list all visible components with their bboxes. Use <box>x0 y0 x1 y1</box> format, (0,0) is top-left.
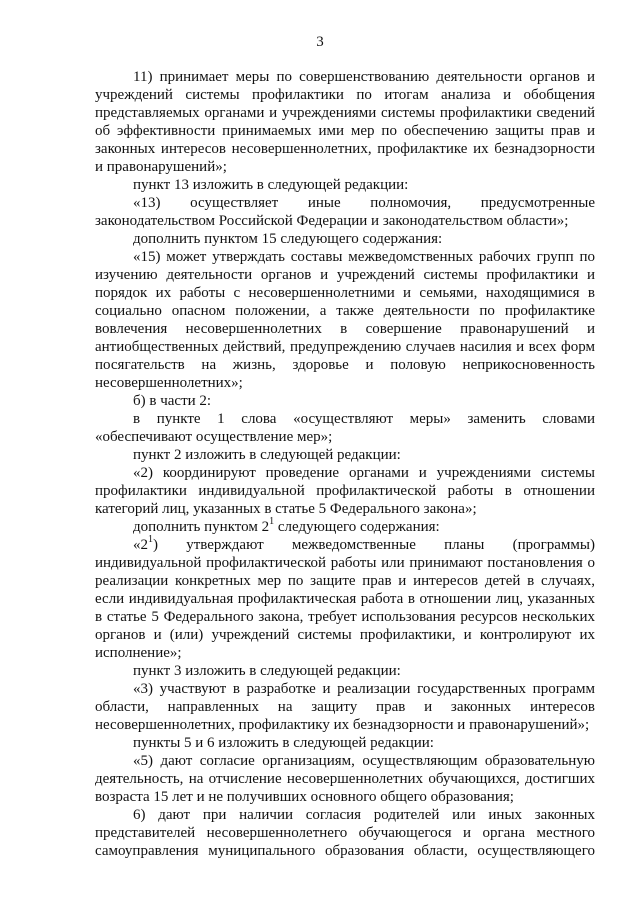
paragraph-item-11: 11) принимает меры по совершенствованию деятельности органов и учреждений системы профилактики по итогам анализа и обобщения представляемых органами и учреждениями системы профилактики сведений об эффективности принимаемых ими мер по обеспечению защиты прав и законных интересов несовершеннолетних, профилактике их безнадзорности и правонарушений»; <box>95 69 595 175</box>
paragraph-amend-item-2: пункт 2 изложить в следующей редакции: <box>133 447 401 463</box>
item-2-1-open: «2 <box>133 537 148 553</box>
paragraph-item-5: «5) дают согласие организациям, осуществляющим образовательную деятельность, на отчисление несовершеннолетних обучающихся, достигших возраста 15 лет и не получивших основного общего образования; <box>95 753 595 805</box>
superscript: 1 <box>148 534 153 545</box>
paragraph-item-3: «3) участвуют в разработке и реализации государственных программ области, направленных на защиту прав и законных интересов несовершеннолетних, профилактику их безнадзорности и правонарушений»; <box>95 681 595 733</box>
superscript: 1 <box>269 516 275 527</box>
paragraph-item-13: «13) осуществляет иные полномочия, предусмотренные законодательством Российской Федерации и законодательством области»; <box>95 195 595 229</box>
paragraph-add-item-2-1 <box>95 518 595 536</box>
paragraph-amend-item-13: пункт 13 изложить в следующей редакции: <box>133 177 409 193</box>
add-item-2-1-text: дополнить пунктом 2 <box>133 519 270 535</box>
paragraph-item-1-replace: в пункте 1 слова «осуществляют меры» заменить словами «обеспечивают осуществление мер»; <box>95 411 595 445</box>
page-number: 3 <box>316 34 324 50</box>
add-item-2-1-tail: следующего содержания: <box>274 519 440 535</box>
paragraph-add-item-15: дополнить пунктом 15 следующего содержания: <box>133 231 443 247</box>
paragraph-item-6: 6) дают при наличии согласия родителей или иных законных представителей несовершеннолетнего обучающегося и органа местного самоуправления муниципального образования области, осуществляющего <box>95 807 595 859</box>
paragraph-item-15: «15) может утверждать составы межведомственных рабочих групп по изучению деятельности органов и учреждений системы профилактики и порядок их работы с несовершеннолетними и семьями, находящимися в социально опасном положении, а также деятельности по профилактике вовлечения несовершеннолетних в совершение правонарушений и антиобщественных действий, предупреждению случаев насилия и всех форм посягательств на жизнь, здоровье и половую неприкосновенность несовершеннолетних»; <box>95 249 595 391</box>
paragraph-amend-items-5-6: пункты 5 и 6 изложить в следующей редакции: <box>133 735 434 751</box>
paragraph-amend-item-3: пункт 3 изложить в следующей редакции: <box>133 663 401 679</box>
paragraph-part-2: б) в части 2: <box>133 393 212 409</box>
paragraph-item-2-1 <box>95 536 595 662</box>
paragraph-item-2: «2) координируют проведение органами и учреждениями системы профилактики индивидуальной профилактической работы в отношении категорий лиц, указанных в статье 5 Федерального закона»; <box>95 465 595 517</box>
document-body <box>95 68 595 860</box>
item-2-1-text: ) утверждают межведомственные планы (программы) индивидуальной профилактической работы или принимают постановления о реализации конкретных мер по защите прав и интересов детей в случаях, если индивидуальная профилактическая работа в отношении лиц, указанных в статье 5 Федерального закона, требует использования ресурсов нескольких органов и (или) учреждений системы профилактики, и контролируют их исполнение»; <box>95 537 595 661</box>
